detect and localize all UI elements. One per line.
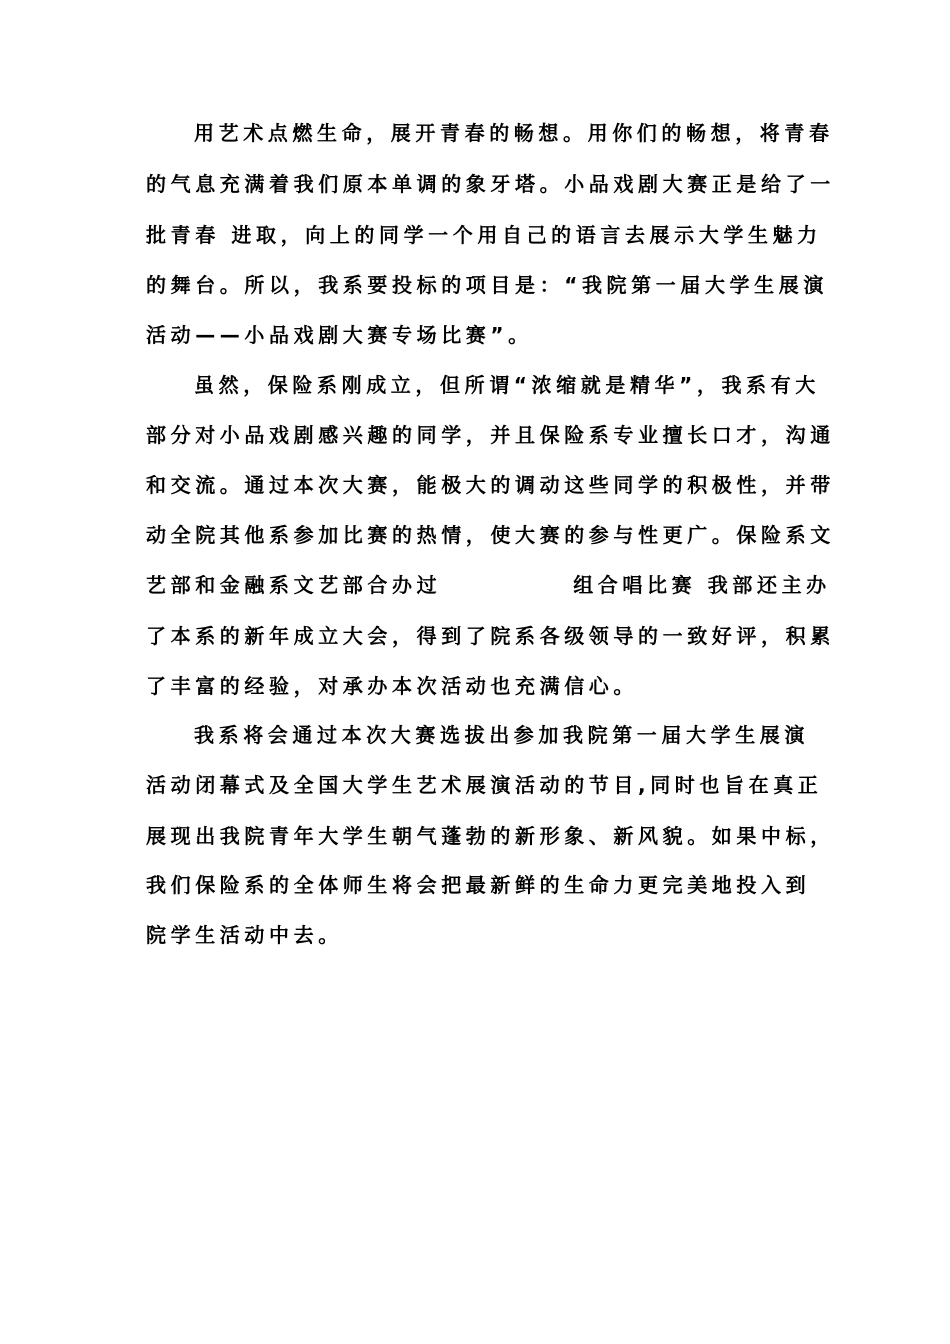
text-line: 用艺术点燃生命，展开青春的畅想。用你们的畅想，将青春 xyxy=(194,121,834,145)
text-line: 的舞台。所以，我系要投标的项目是：“我院第一届大学生展演 xyxy=(146,273,828,297)
text-line-split xyxy=(146,570,831,600)
text-line: 院学生活动中去。 xyxy=(146,923,343,947)
text-line: 了丰富的经验，对承办本次活动也充满信心。 xyxy=(146,674,638,698)
text-line: 的气息充满着我们原本单调的象牙塔。小品戏剧大赛正是给了一 xyxy=(146,172,835,196)
text-line: 部分对小品戏剧感兴趣的同学，并且保险系专业擅长口才，沟通 xyxy=(146,423,835,447)
text-line: 了本系的新年成立大会，得到了院系各级领导的一致好评，积累 xyxy=(146,624,835,648)
text-line: 展现出我院青年大学生朝气蓬勃的新形象、新风貌。如果中标， xyxy=(146,824,835,848)
text-line: 动全院其他系参加比赛的热情，使大赛的参与性更广。保险系文 xyxy=(146,523,835,547)
text-line: 我系将会通过本次大赛选拔出参加我院第一届大学生展演 xyxy=(194,723,809,747)
text-line: 批青春 进取，向上的同学一个用自己的语言去展示大学生魅力 xyxy=(146,223,822,247)
text-segment-left: 艺部和金融系文艺部合办过 xyxy=(146,573,442,597)
text-segment-right: 组合唱比赛 我部还主办 xyxy=(573,573,831,597)
text-line: 活动闭幕式及全国大学生艺术展演活动的节目,同时也旨在真正 xyxy=(146,773,823,797)
text-line: 活动——小品戏剧大赛专场比赛”。 xyxy=(146,323,533,347)
text-line: 和交流。通过本次大赛，能极大的调动这些同学的积极性，并带 xyxy=(146,473,835,497)
text-line: 我们保险系的全体师生将会把最新鲜的生命力更完美地投入到 xyxy=(146,873,811,897)
text-line: 虽然，保险系刚成立，但所谓“浓缩就是精华”，我系有大 xyxy=(194,373,820,397)
